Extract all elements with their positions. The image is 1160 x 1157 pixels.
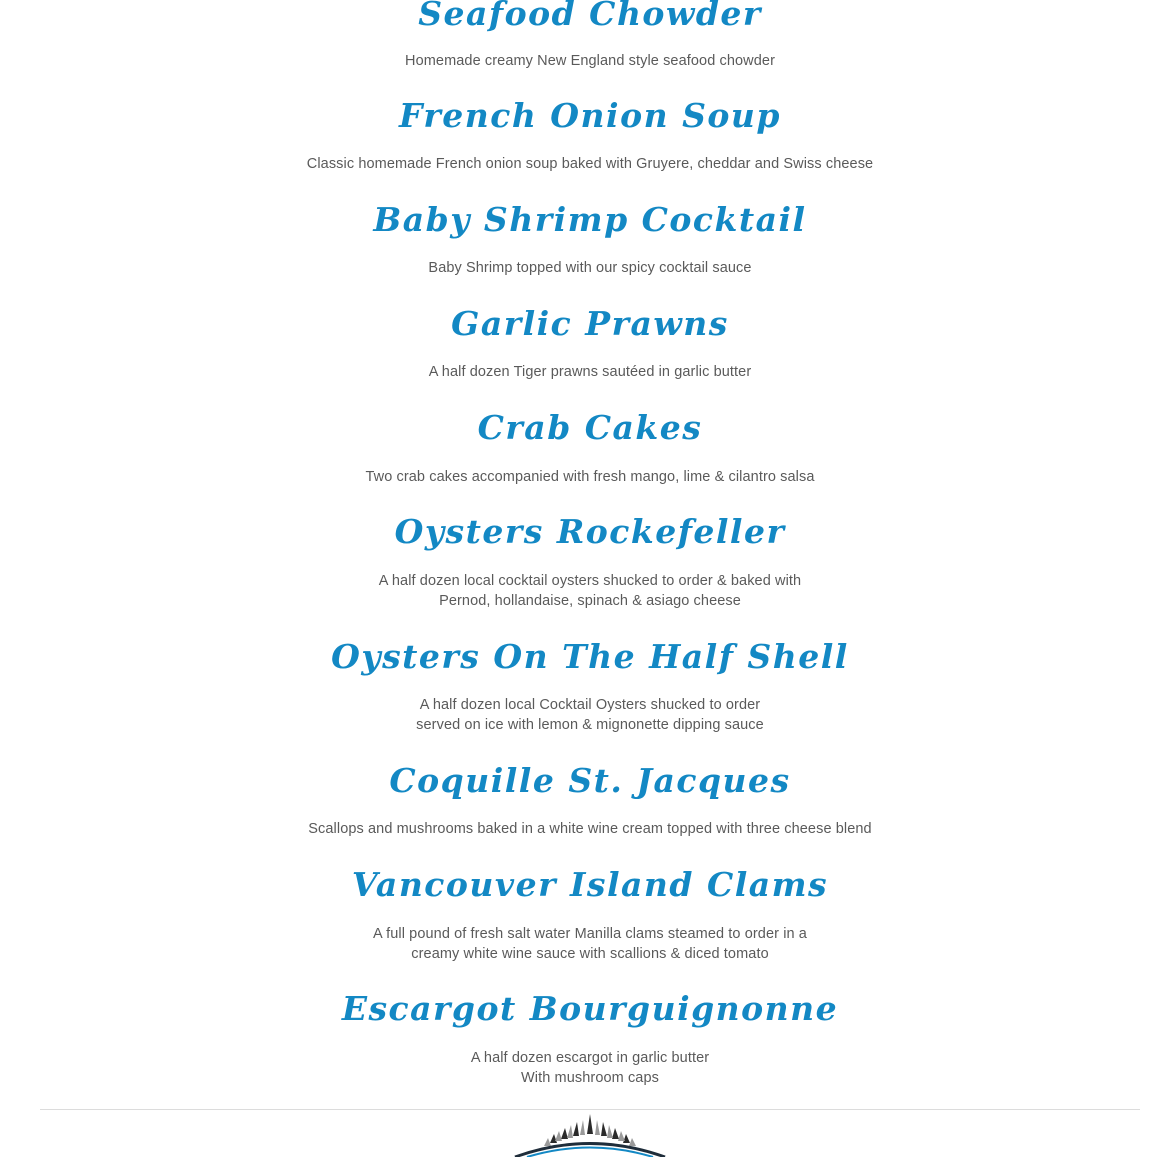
- menu-item: [0, 304, 1160, 382]
- menu-item-title: Coquille St. Jacques: [389, 761, 791, 800]
- menu-item-title: Oysters On The Half Shell: [331, 637, 849, 676]
- description-line: Pernod, hollandaise, spinach & asiago cheese: [439, 593, 741, 609]
- menu-item-description: [0, 571, 1160, 611]
- menu-item-description: [0, 51, 1160, 71]
- menu-item-description: [0, 258, 1160, 278]
- description-line: A full pound of fresh salt water Manilla clams steamed to order in a: [373, 926, 807, 942]
- description-line: served on ice with lemon & mignonette dipping sauce: [416, 717, 764, 733]
- description-line: A half dozen Tiger prawns sautéed in garlic butter: [428, 364, 752, 380]
- menu-item: [0, 761, 1160, 839]
- menu-item: [0, 512, 1160, 611]
- menu-item-description: [0, 154, 1160, 174]
- menu-item: [0, 865, 1160, 964]
- menu-item: [0, 200, 1160, 278]
- description-line: Homemade creamy New England style seafood chowder: [405, 53, 775, 69]
- description-line: Two crab cakes accompanied with fresh mango, lime & cilantro salsa: [365, 469, 815, 485]
- menu-item-description: [0, 924, 1160, 964]
- description-line: A half dozen local Cocktail Oysters shucked to order: [419, 697, 761, 713]
- menu-item-title: Escargot Bourguignonne: [341, 989, 839, 1028]
- menu-item: [0, 637, 1160, 735]
- menu-item-title: Baby Shrimp Cocktail: [373, 200, 807, 239]
- compass-sunburst-logo-icon: [505, 1112, 675, 1157]
- description-line: Baby Shrimp topped with our spicy cocktail sauce: [428, 260, 752, 276]
- description-line: With mushroom caps: [521, 1070, 659, 1086]
- menu-item: [0, 989, 1160, 1088]
- description-line: Classic homemade French onion soup baked with Gruyere, cheddar and Swiss cheese: [306, 156, 874, 172]
- description-line: A half dozen local cocktail oysters shucked to order & baked with: [378, 573, 802, 589]
- menu-item-description: [0, 695, 1160, 735]
- description-line: A half dozen escargot in garlic butter: [470, 1050, 710, 1066]
- menu-item-title: Crab Cakes: [477, 408, 703, 447]
- footer-divider: [40, 1109, 1140, 1110]
- menu-item-title: Oysters Rockefeller: [394, 512, 786, 551]
- menu-item-title: Seafood Chowder: [418, 0, 762, 33]
- menu-item-title: Garlic Prawns: [451, 304, 729, 343]
- menu-item-description: [0, 819, 1160, 839]
- menu-item: [0, 0, 1160, 71]
- menu-item: [0, 408, 1160, 487]
- menu-item-title: Vancouver Island Clams: [351, 865, 829, 904]
- description-line: creamy white wine sauce with scallions & diced tomato: [411, 946, 769, 962]
- menu-item-description: [0, 362, 1160, 382]
- description-line: Scallops and mushrooms baked in a white wine cream topped with three cheese blend: [308, 821, 872, 837]
- menu-item-description: [0, 467, 1160, 487]
- menu-item-title: French Onion Soup: [399, 96, 781, 135]
- menu-item: [0, 96, 1160, 174]
- menu-item-description: [0, 1048, 1160, 1088]
